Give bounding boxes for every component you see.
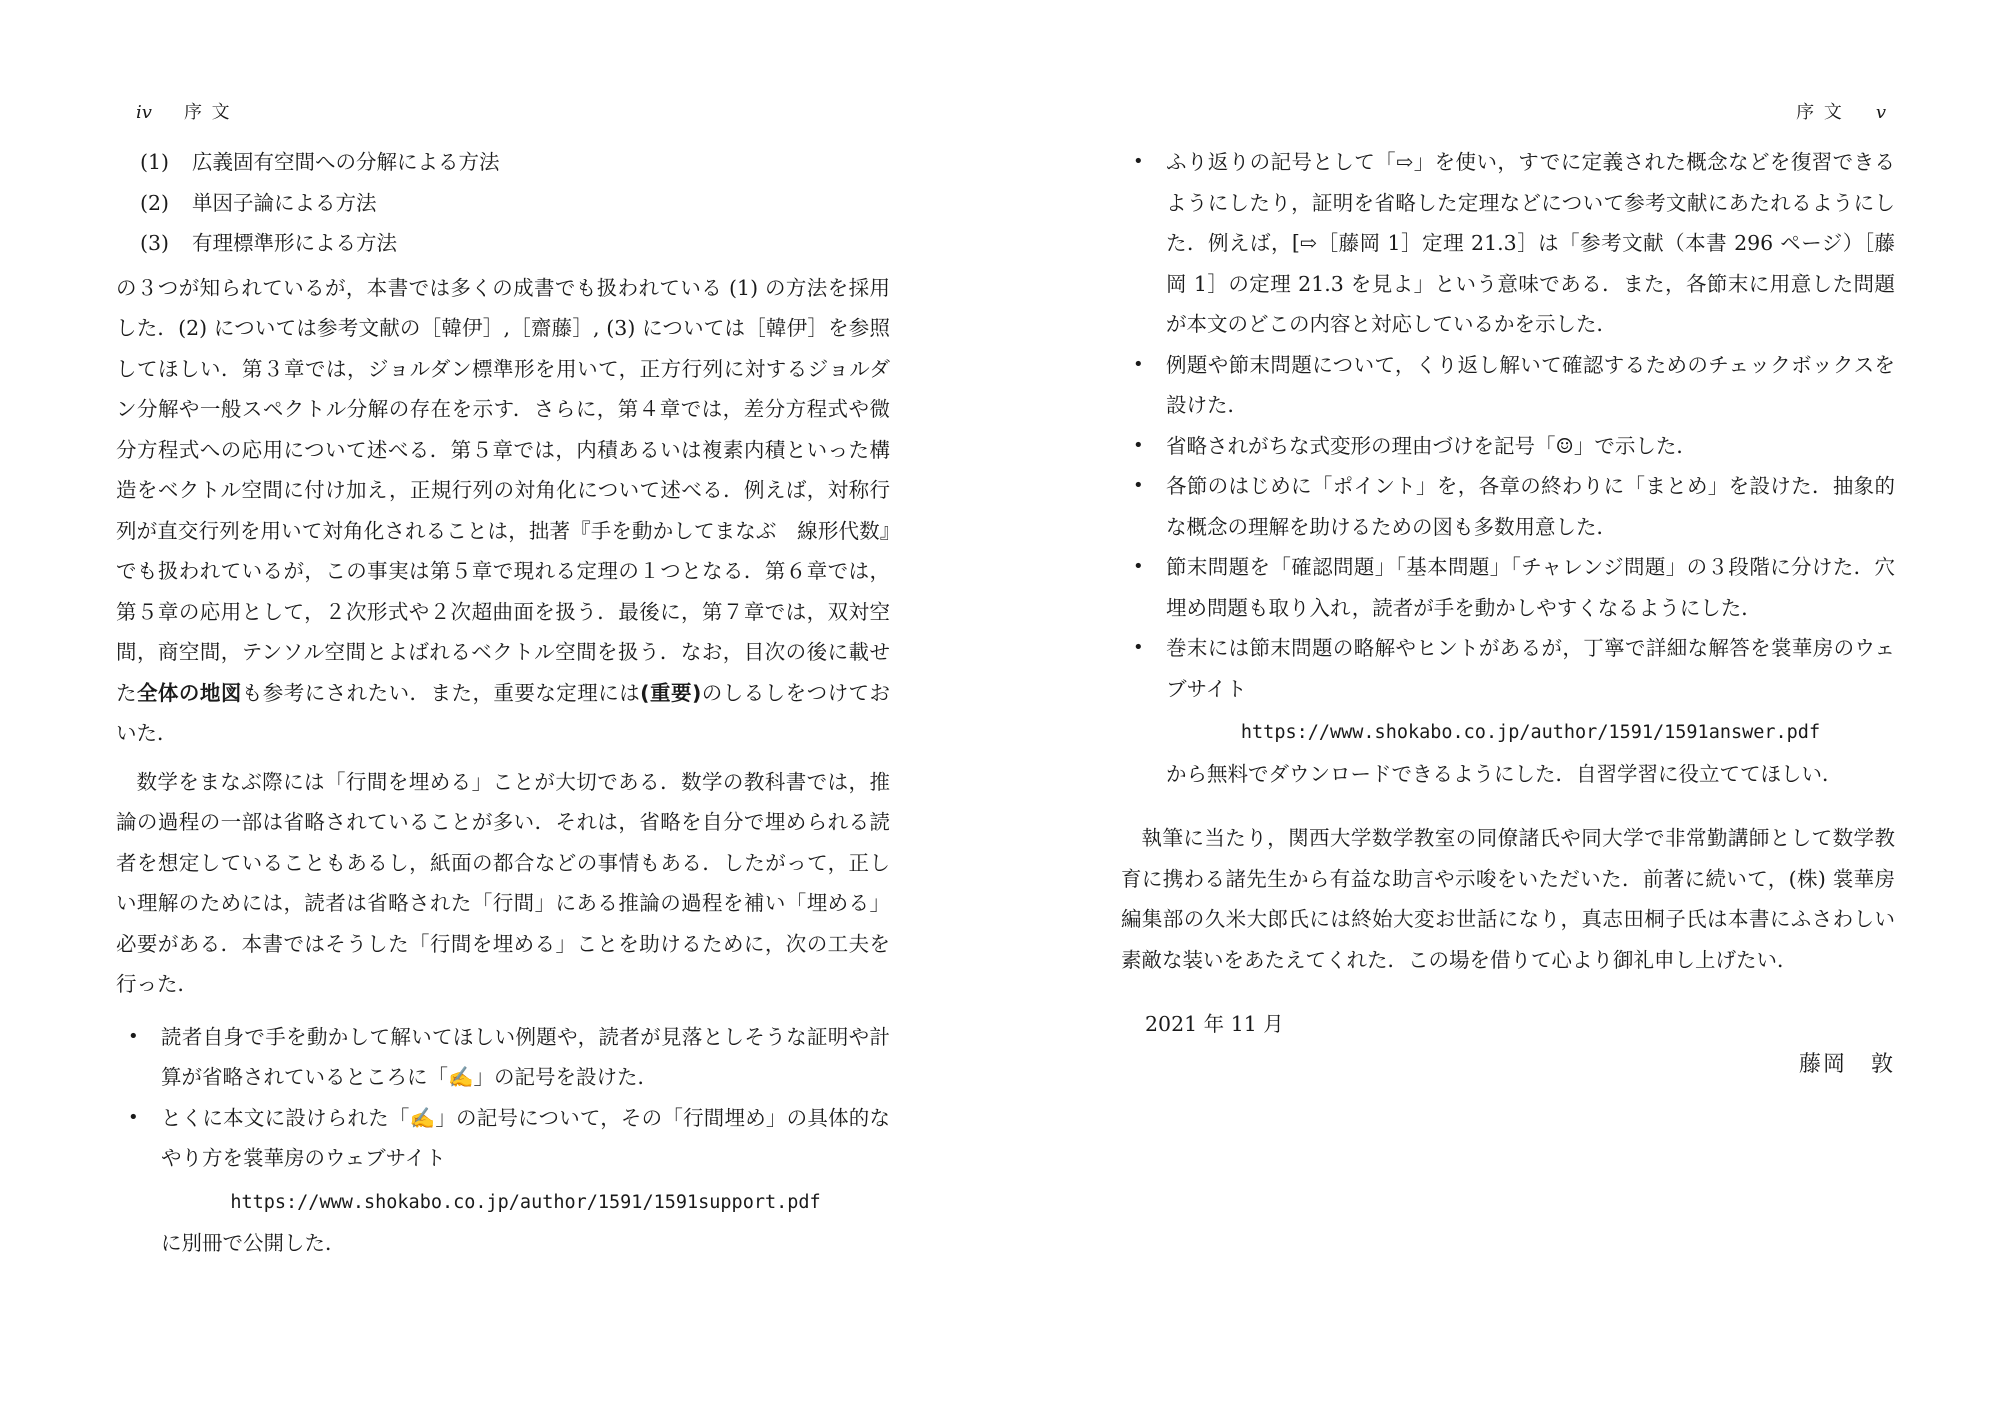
method-number: (1) — [140, 150, 170, 174]
important-mark: (重要) — [640, 680, 702, 705]
feature-list-left — [116, 1017, 890, 1264]
feature-item: • ふり返りの記号として「⇨」を使い，すでに定義された概念などを復習できるようにしたり，証明を省略した定理などについて参考文献にあたれるようにした．例えば，[⇨［藤岡 1］定理 21.3］は「参考文献（本書 296 ページ）［藤岡 1］の定理 21.3 を見よ」という意味である．また，各節末に用意した問題が本文のどこの内容と対応しているかを示した． — [1121, 142, 1895, 345]
overview-text-a: の３つが知られているが，本書では多くの成書でも扱われている (1) の方法を採用した．(2) については参考文献の［韓伊］,［齋藤］, (3) については［韓伊］を参照してほしい．第３章では，ジョルダン標準形を用いて，正方行列に対するジョルダン分解や一般スペクトル分解の存在を示す．さらに，第４章では，差分方程式や微分方程式への応用について述べる．第５章では，内積あるいは複素内積といった構造をベクトル空間に付け加え，正規行列の対角化について述べる．例えば，対称行列が直交行列を用いて対角化されることは，拙著『手を動かしてまなぶ 線形代数』でも扱われているが，この事実は第５章で現れる定理の１つとなる．第６章では，第５章の応用として，２次形式や２次超曲面を扱う．最後に，第７章では，双対空間，商空間，テンソル空間とよばれるベクトル空間を扱う．なお，目次の後に載せた — [116, 275, 890, 705]
feature-list-right — [1121, 142, 1895, 794]
method-text: 単因子論による方法 — [192, 190, 377, 215]
right-content — [1121, 142, 1895, 1085]
method-number: (3) — [140, 231, 170, 255]
feature-item: • 例題や節末問題について，くり返し解いて確認するためのチェックボックスを設けた． — [1121, 345, 1895, 426]
right-header-title: 序 文 — [1796, 102, 1844, 123]
support-url[interactable]: https://www.shokabo.co.jp/author/1591/1591support.pdf — [230, 1191, 821, 1213]
feature-item: • 各節のはじめに「ポイント」を，各章の終わりに「まとめ」を設けた．抽象的な概念の理解を助けるための図も多数用意した． — [1121, 466, 1895, 547]
left-header-title: 序 文 — [183, 102, 232, 123]
feature-item: • 節末問題を「確認問題」「基本問題」「チャレンジ問題」の３段階に分けた．穴埋め問題も取り入れ，読者が手を動かしやすくなるようにした． — [1121, 547, 1895, 628]
method-list — [116, 142, 890, 264]
feature-text-after: から無料でダウンロードできるようにした．自習学習に役立ててほしい． — [1166, 761, 1843, 786]
feature-text: • 巻末には節末問題の略解やヒントがあるが，丁寧で詳細な解答を裳華房のウェブサイト — [1166, 636, 1895, 701]
feature-item: • 省略されがちな式変形の理由づけを記号「☺」で示した． — [1121, 426, 1895, 467]
method-number: (2) — [140, 190, 170, 215]
right-page — [1000, 0, 2000, 1419]
method-item — [116, 183, 890, 224]
feature-item — [116, 1098, 890, 1264]
right-page-number: v — [1875, 102, 1886, 123]
acknowledgements-paragraph: 執筆に当たり，関西大学数学教室の同僚諸氏や同大学で非常勤講師として数学教育に携わる諸先生から有益な助言や示唆をいただいた．前著に続いて，(株) 裳華房編集部の久米大郎氏には終始大変お世話になり，真志田桐子氏は本書にふさわしい素敵な装いをあたえてくれた．この場を借りて心より御礼申し上げたい． — [1121, 826, 1895, 972]
right-running-header — [1796, 98, 1886, 124]
method-text: 有理標準形による方法 — [192, 231, 397, 255]
overview-text-c: のしるしをつけておいた． — [116, 680, 891, 745]
feature-item — [1121, 628, 1895, 794]
answer-url[interactable]: https://www.shokabo.co.jp/author/1591/1591answer.pdf — [1240, 722, 1821, 743]
preface-date: 2021 年 11 月 — [1145, 1012, 1284, 1036]
overview-paragraph — [116, 268, 890, 754]
overview-text-b: も参考にされたい．また，重要な定理には — [241, 680, 641, 705]
left-content — [116, 142, 890, 1264]
method-item — [116, 223, 890, 264]
overall-map-term: 全体の地図 — [136, 680, 242, 705]
feature-text: • とくに本文に設けられた「✍」の記号について，その「行間埋め」の具体的なやり方を裳華房のウェブサイト — [161, 1105, 890, 1170]
left-running-header — [136, 98, 232, 124]
feature-item: • 読者自身で手を動かして解いてほしい例題や，読者が見落としそうな証明や計算が省略されているところに「✍」の記号を設けた． — [116, 1017, 890, 1098]
left-page-number: iv — [136, 102, 152, 123]
fill-gaps-paragraph: 数学をまなぶ際には「行間を埋める」ことが大切である．数学の教科書では，推論の過程の一部は省略されていることが多い．それは，省略を自分で埋められる読者を想定していることもあるし，紙面の都合などの事情もある．したがって，正しい理解のためには，読者は省略された「行間」にある推論の過程を補い「埋める」必要がある．本書ではそうした「行間を埋める」ことを助けるために，次の工夫を行った． — [116, 769, 890, 996]
feature-text-after: に別冊で公開した． — [161, 1231, 346, 1255]
author-signature: 藤岡 敦 — [1798, 1051, 1895, 1077]
method-item — [116, 142, 890, 183]
method-text: 広義固有空間への分解による方法 — [192, 150, 500, 174]
